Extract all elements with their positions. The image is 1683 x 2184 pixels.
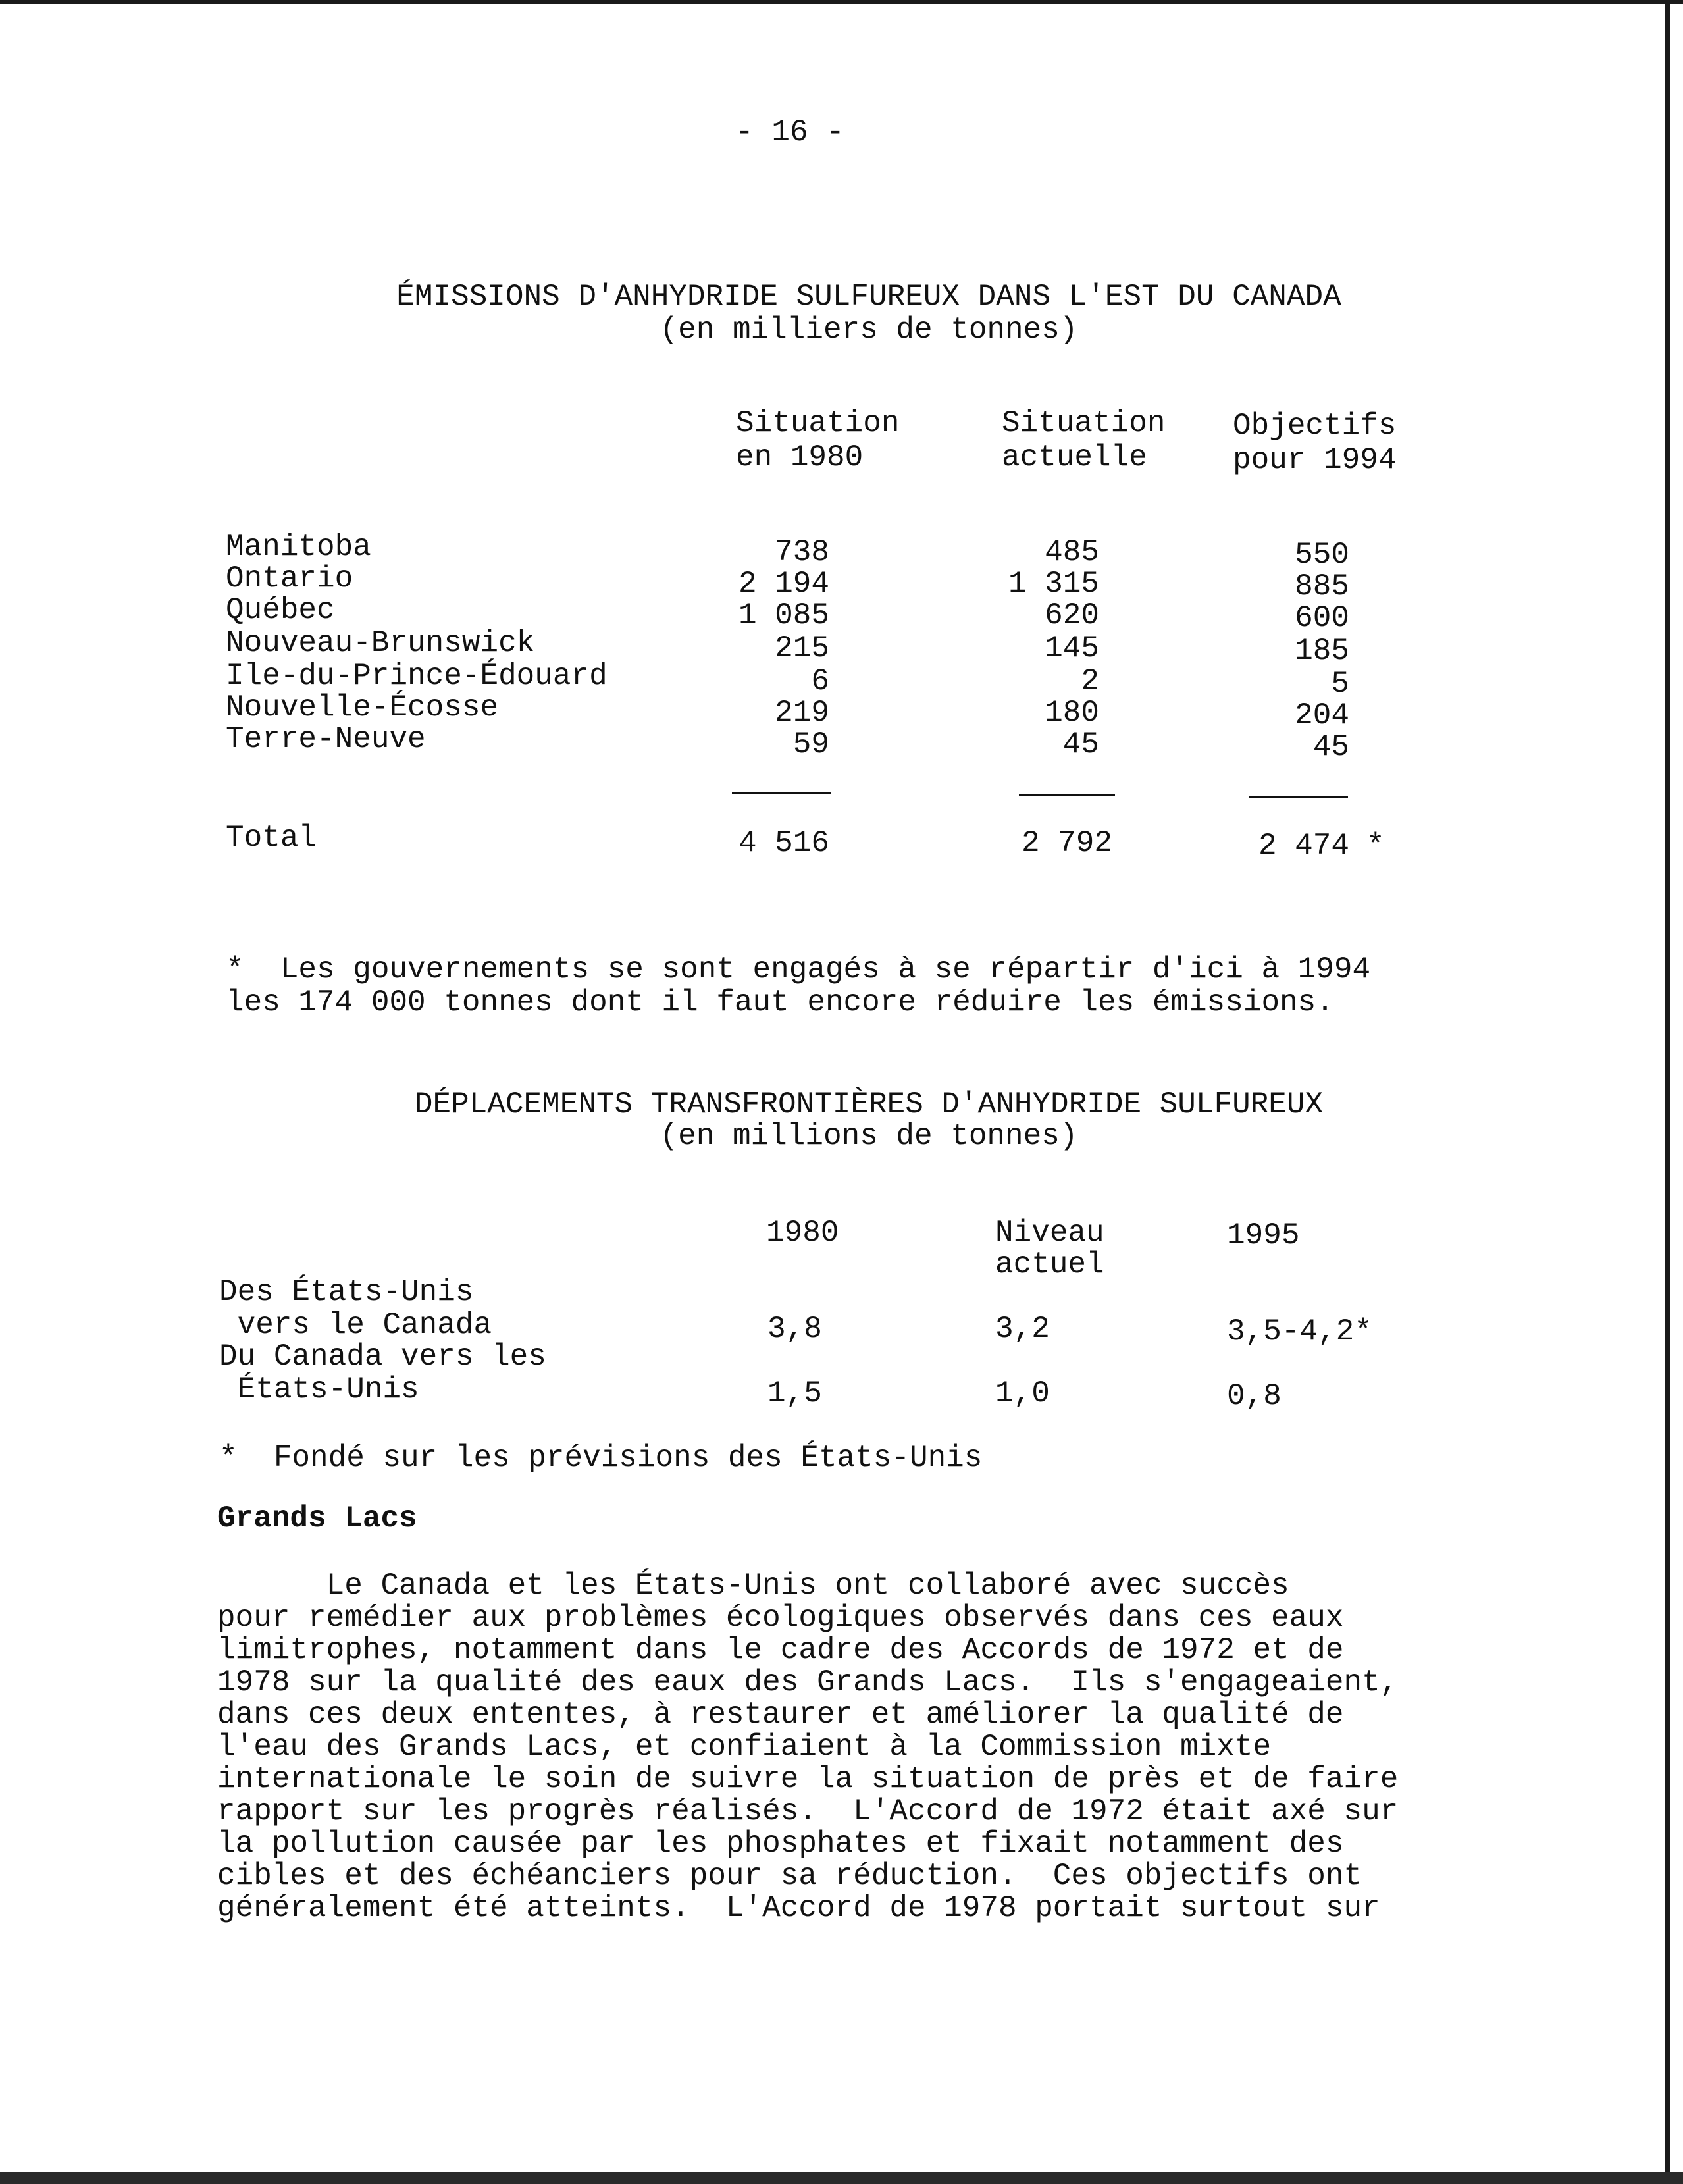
row-label-line2: vers le Canada <box>219 1308 492 1342</box>
total-objectif-1994: 2 474 <box>1258 829 1349 863</box>
province-label: Nouveau-Brunswick <box>226 626 535 660</box>
header-situation-actuelle-line1: Situation <box>1002 406 1166 440</box>
value-1995: 0,8 <box>1227 1379 1282 1413</box>
value-objectif-1994: 204 <box>1295 698 1349 733</box>
total-asterisk: * <box>1366 829 1385 863</box>
paragraph-line: l'eau des Grands Lacs, et confiaient à la Commission mixte <box>217 1730 1272 1764</box>
value-actuel: 2 <box>1081 664 1099 698</box>
province-label: Québec <box>226 593 335 627</box>
value-1980: 3,8 <box>767 1312 822 1346</box>
total-label: Total <box>226 821 317 855</box>
header-1980: 1980 <box>766 1216 839 1250</box>
transboundary-table-title: DÉPLACEMENTS TRANSFRONTIÈRES D'ANHYDRIDE SULFUREUX <box>414 1087 1324 1122</box>
province-label: Manitoba <box>226 530 371 564</box>
total-actuel: 2 792 <box>1021 826 1112 860</box>
emissions-table-subtitle: (en milliers de tonnes) <box>660 313 1078 347</box>
header-objectifs-1994-line2: pour 1994 <box>1233 443 1397 477</box>
value-actuel: 485 <box>1045 535 1099 569</box>
transboundary-table-subtitle: (en millions de tonnes) <box>660 1119 1078 1153</box>
scan-top-edge <box>0 0 1683 4</box>
header-niveau-actuel-line2: actuel <box>995 1247 1104 1282</box>
value-1980: 2 194 <box>738 567 829 601</box>
value-actuel: 180 <box>1045 696 1099 730</box>
row-label-line2: États-Unis <box>219 1372 419 1407</box>
header-1995: 1995 <box>1227 1218 1300 1253</box>
scan-right-edge <box>1665 0 1670 2184</box>
total-rule-objectif <box>1249 796 1348 798</box>
value-1980: 738 <box>775 535 829 569</box>
paragraph-line: Le Canada et les États-Unis ont collaboré avec succès <box>217 1569 1289 1603</box>
total-rule-1980 <box>732 792 831 794</box>
province-label: Nouvelle-Écosse <box>226 690 499 725</box>
total-1980: 4 516 <box>738 826 829 860</box>
value-actuel: 1,0 <box>995 1376 1050 1411</box>
row-label-line1: Du Canada vers les <box>219 1339 546 1374</box>
header-situation-1980-line1: Situation <box>736 406 900 440</box>
value-1995: 3,5-4,2* <box>1227 1314 1372 1349</box>
section-paragraph <box>217 1570 1481 1925</box>
paragraph-line: internationale le soin de suivre la situation de près et de faire <box>217 1762 1399 1796</box>
value-1980: 1,5 <box>767 1376 822 1411</box>
province-label: Terre-Neuve <box>226 722 426 756</box>
header-situation-1980-line2: en 1980 <box>736 440 864 475</box>
value-objectif-1994: 600 <box>1295 601 1349 635</box>
value-actuel: 145 <box>1045 631 1099 665</box>
row-label-line1: Des États-Unis <box>219 1275 474 1309</box>
value-1980: 215 <box>775 631 829 665</box>
paragraph-line: cibles et des échéanciers pour sa réduction. Ces objectifs ont <box>217 1859 1362 1893</box>
province-label: Ile-du-Prince-Édouard <box>226 659 608 693</box>
header-situation-actuelle-line2: actuelle <box>1002 440 1147 475</box>
paragraph-line: rapport sur les progrès réalisés. L'Accord de 1972 était axé sur <box>217 1794 1399 1829</box>
value-objectif-1994: 185 <box>1295 634 1349 668</box>
paragraph-line: limitrophes, notamment dans le cadre des Accords de 1972 et de <box>217 1633 1344 1667</box>
section-heading: Grands Lacs <box>217 1501 417 1536</box>
value-objectif-1994: 5 <box>1331 667 1349 701</box>
paragraph-line: 1978 sur la qualité des eaux des Grands Lacs. Ils s'engageaient, <box>217 1665 1399 1700</box>
emissions-footnote-line2: les 174 000 tonnes dont il faut encore réduire les émissions. <box>226 985 1334 1020</box>
page-number: - 16 - <box>735 115 844 149</box>
value-1980: 6 <box>811 664 829 698</box>
paragraph-line: généralement été atteints. L'Accord de 1978 portait surtout sur <box>217 1891 1380 1925</box>
header-objectifs-1994-line1: Objectifs <box>1233 409 1397 443</box>
header-niveau-actuel-line1: Niveau <box>995 1216 1104 1250</box>
value-actuel: 45 <box>1062 727 1099 762</box>
value-objectif-1994: 45 <box>1312 730 1349 764</box>
value-objectif-1994: 550 <box>1295 538 1349 572</box>
value-objectif-1994: 885 <box>1295 569 1349 604</box>
value-actuel: 1 315 <box>1008 567 1099 601</box>
transboundary-footnote: * Fondé sur les prévisions des États-Unis <box>219 1441 983 1475</box>
paragraph-line: dans ces deux ententes, à restaurer et améliorer la qualité de <box>217 1698 1344 1732</box>
emissions-table-title: ÉMISSIONS D'ANHYDRIDE SULFUREUX DANS L'EST DU CANADA <box>396 280 1341 314</box>
paragraph-line: pour remédier aux problèmes écologiques observés dans ces eaux <box>217 1601 1344 1635</box>
value-1980: 219 <box>775 696 829 730</box>
total-rule-actuel <box>1019 794 1115 796</box>
emissions-footnote-line1: * Les gouvernements se sont engagés à se répartir d'ici à 1994 <box>226 952 1371 987</box>
value-1980: 59 <box>792 727 829 762</box>
value-1980: 1 085 <box>738 598 829 633</box>
value-actuel: 620 <box>1045 598 1099 633</box>
scan-bottom-edge <box>0 2172 1683 2184</box>
province-label: Ontario <box>226 561 353 596</box>
value-actuel: 3,2 <box>995 1312 1050 1346</box>
paragraph-line: la pollution causée par les phosphates et fixait notamment des <box>217 1827 1344 1861</box>
